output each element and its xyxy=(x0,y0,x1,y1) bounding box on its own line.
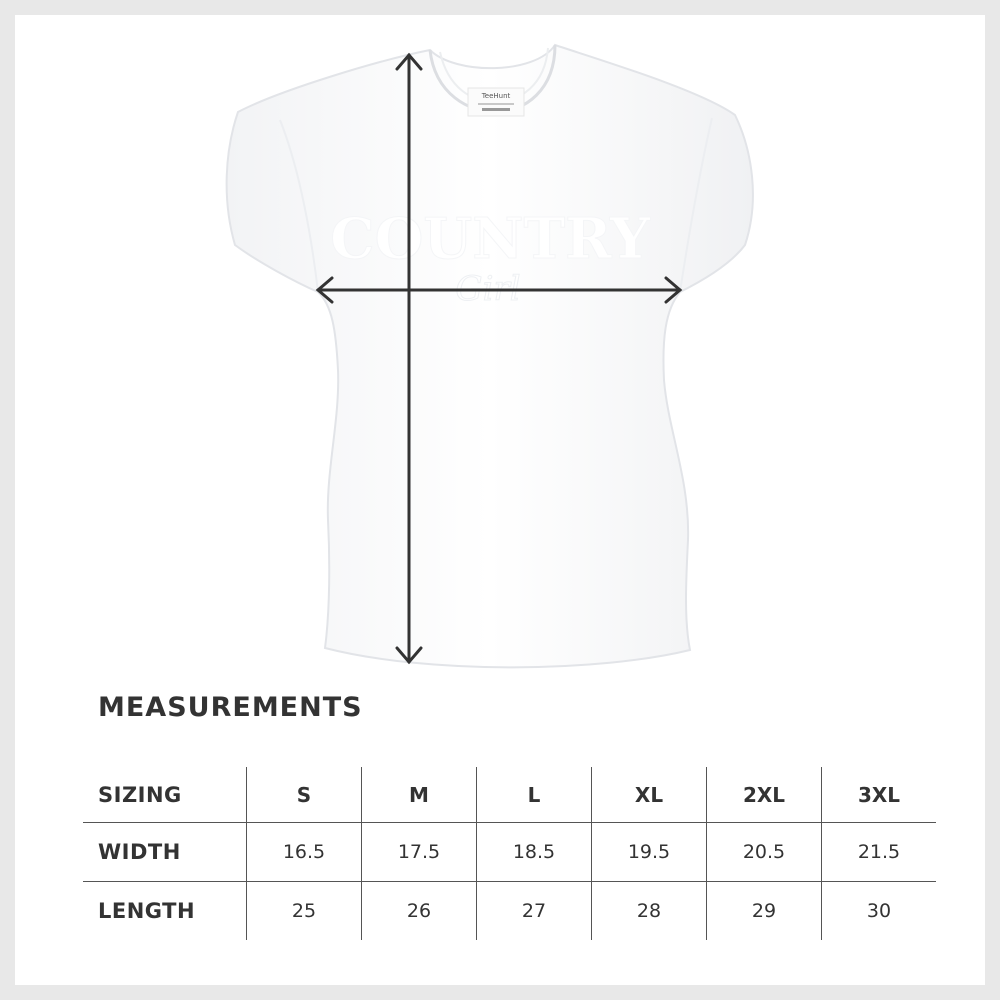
size-2xl: 2XL xyxy=(707,767,822,823)
length-3xl: 30 xyxy=(822,882,937,941)
length-s: 25 xyxy=(247,882,362,941)
size-l: L xyxy=(477,767,592,823)
length-xl: 28 xyxy=(592,882,707,941)
print-country: COUNTRY xyxy=(330,206,650,272)
width-s: 16.5 xyxy=(247,823,362,882)
tshirt-body xyxy=(227,45,753,667)
table-row xyxy=(83,882,936,941)
size-3xl: 3XL xyxy=(822,767,937,823)
size-m: M xyxy=(362,767,477,823)
size-xl: XL xyxy=(592,767,707,823)
size-s: S xyxy=(247,767,362,823)
size-table xyxy=(83,767,936,940)
length-l: 27 xyxy=(477,882,592,941)
length-2xl: 29 xyxy=(707,882,822,941)
print-girl: Girl xyxy=(455,269,521,309)
width-l: 18.5 xyxy=(477,823,592,882)
width-3xl: 21.5 xyxy=(822,823,937,882)
width-m: 17.5 xyxy=(362,823,477,882)
measurements-title: MEASUREMENTS xyxy=(98,692,363,723)
row-header-sizing: SIZING xyxy=(83,767,247,823)
row-header-length: LENGTH xyxy=(98,899,196,923)
row-header-width: WIDTH xyxy=(83,823,247,882)
length-m: 26 xyxy=(362,882,477,941)
table-row xyxy=(83,823,936,882)
brand-tag xyxy=(468,88,524,116)
width-xl: 19.5 xyxy=(592,823,707,882)
table-row xyxy=(83,767,936,823)
width-2xl: 20.5 xyxy=(707,823,822,882)
brand-tag-text: TeeHunt xyxy=(481,92,511,100)
